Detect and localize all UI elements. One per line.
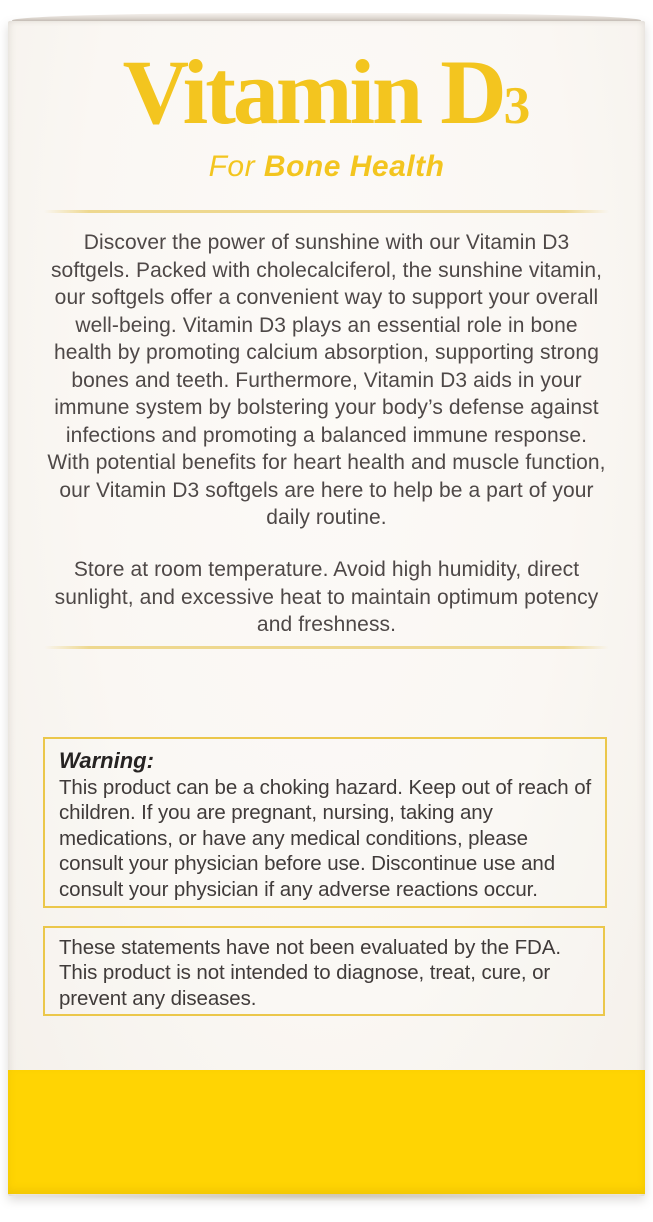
fda-disclaimer-box [43,926,605,1016]
warning-box [43,737,607,908]
product-title-subscript: 3 [503,75,531,135]
product-tagline [0,149,653,185]
yellow-accent-band [8,1070,645,1194]
divider-top [44,210,609,213]
fda-disclaimer-text: These statements have not been evaluated by the FDA. This product is not intended to diagnose, treat, cure, or prevent any diseases. [59,936,561,1010]
warning-text: This product can be a choking hazard. Keep out of reach of children. If you are pregnant, nursing, taking any medications, or have any medical conditions, please consult your physician before use. Discontinue use and consult your physician if any adverse reactions occur. [59,776,592,901]
storage-instructions: Store at room temperature. Avoid high humidity, direct sunlight, and excessive heat to maintain optimum potency and freshness. [54,558,599,636]
product-title [0,41,653,143]
box-bottom-shadow [16,1194,637,1201]
tagline-prefix: For [208,150,256,183]
divider-bottom [44,646,609,649]
product-title-text: Vitamin D [122,41,504,143]
description-paragraph: Discover the power of sunshine with our Vitamin D3 softgels. Packed with cholecalciferol, the sunshine vitamin, our softgels offer a convenient way to support your overall well-being. Vitamin D3 plays an essential role in bone health by promoting calcium absorption, supporting strong bones and teeth. Furthermore, Vitamin D3 aids in your immune system by bolstering your body’s defense against infections and promoting a balanced immune response. With potential benefits for heart health and muscle function, our Vitamin D3 softgels are here to help be a part of your daily routine. [47,231,606,529]
warning-heading: Warning: [59,748,154,773]
tagline-emphasis: Bone Health [263,150,445,183]
